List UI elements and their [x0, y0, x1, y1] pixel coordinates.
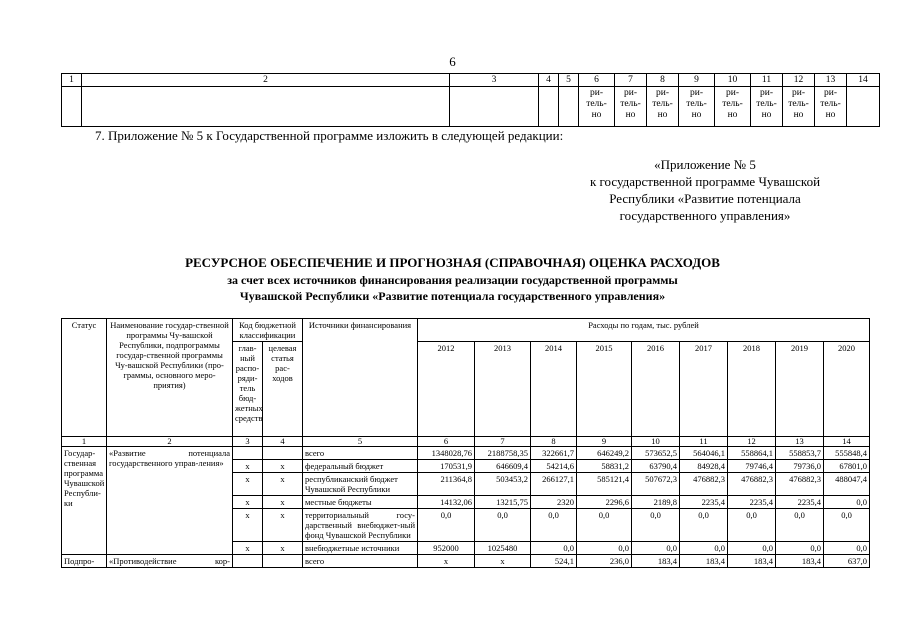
cell-target-item: x	[263, 473, 303, 496]
cell-value: 79736,0	[776, 460, 824, 473]
cell-value: 170531,9	[418, 460, 475, 473]
header-year: 2013	[475, 342, 531, 437]
header-target-item: целевая статья рас-ходов	[263, 342, 303, 437]
column-number: 2	[107, 437, 233, 447]
header-year: 2018	[728, 342, 776, 437]
appendix-heading	[560, 156, 850, 224]
column-number: 9	[577, 437, 632, 447]
column-number-row	[62, 74, 880, 87]
cell-value: 0,0	[577, 542, 632, 555]
column-number: 4	[539, 74, 559, 87]
cell-value: 476882,3	[776, 473, 824, 496]
paragraph-7: 7. Приложение № 5 к Государственной программе изложить в следующей редакции:	[95, 128, 564, 143]
cell-value: 2235,4	[776, 496, 824, 509]
cell-value: 555848,4	[824, 447, 870, 460]
cell-value: 79746,4	[728, 460, 776, 473]
header-year: 2020	[824, 342, 870, 437]
cell-source: местные бюджеты	[303, 496, 418, 509]
cell-value: 2188758,35	[475, 447, 531, 460]
cell-value: 0,0	[475, 509, 531, 542]
cell-target-item	[263, 447, 303, 460]
cell-value: 0,0	[824, 496, 870, 509]
column-number: 10	[632, 437, 680, 447]
header-budget-code: Код бюджетной классификации	[233, 319, 303, 342]
cell-manager: x	[233, 473, 263, 496]
cell-value: 0,0	[418, 509, 475, 542]
table-row	[62, 447, 870, 460]
cell-manager: x	[233, 509, 263, 542]
cell-source: всего	[303, 447, 418, 460]
cell-value: 476882,3	[680, 473, 728, 496]
cell-value: 0,0	[531, 509, 577, 542]
column-number: 3	[450, 74, 539, 87]
cell-value: 183,4	[632, 555, 680, 568]
header-sources: Источники финансирования	[303, 319, 418, 437]
cell-value: 0,0	[824, 509, 870, 542]
column-number: 5	[559, 74, 579, 87]
header-year: 2016	[632, 342, 680, 437]
cell-value: x	[418, 555, 475, 568]
cell-source: территориальный госу-дарственный внебюджет-ный фонд Чувашской Республики	[303, 509, 418, 542]
cell-value: 13215,75	[475, 496, 531, 509]
continued-text-cell: ри- тель- но	[579, 87, 615, 127]
column-number: 14	[847, 74, 880, 87]
header-main-manager: глав-ный распо-ряди-тель бюд-жетных средств	[233, 342, 263, 437]
cell-value: 2235,4	[680, 496, 728, 509]
document-title	[0, 254, 905, 304]
column-number: 7	[615, 74, 647, 87]
cell-manager: x	[233, 496, 263, 509]
continuation-table	[61, 73, 880, 127]
cell-value: 2296,6	[577, 496, 632, 509]
column-number: 9	[679, 74, 715, 87]
cell-target-item: x	[263, 460, 303, 473]
cell-value: 63790,4	[632, 460, 680, 473]
header-row	[62, 319, 870, 342]
cell-value: 0,0	[728, 542, 776, 555]
title-sub: за счет всех источников финансирования реализации государственной программы	[227, 273, 678, 287]
cell-value: 14132,06	[418, 496, 475, 509]
column-number: 8	[531, 437, 577, 447]
cell-value: 322661,7	[531, 447, 577, 460]
cell-value: 952000	[418, 542, 475, 555]
appendix-line: «Приложение № 5	[654, 157, 756, 172]
column-number: 3	[233, 437, 263, 447]
header-expenses: Расходы по годам, тыс. рублей	[418, 319, 870, 342]
cell-value: 646249,2	[577, 447, 632, 460]
cell-value: x	[475, 555, 531, 568]
cell-value: 0,0	[824, 542, 870, 555]
column-number-row	[62, 437, 870, 447]
continued-text-cell: ри- тель- но	[615, 87, 647, 127]
row-status: Государ-ственная программа Чувашской Республи-ки	[62, 447, 107, 555]
column-number: 7	[475, 437, 531, 447]
cell-value: 564046,1	[680, 447, 728, 460]
cell-value: 0,0	[531, 542, 577, 555]
cell-value: 0,0	[632, 542, 680, 555]
header-name: Наименование государ-ственной программы Чу-вашской Республики, подпрограммы государ-ственной программы Чу-вашской Республики (про-граммы, основного меро-приятия)	[107, 319, 233, 437]
cell-target-item: x	[263, 509, 303, 542]
table-row	[62, 555, 870, 568]
page-number: 6	[449, 54, 456, 69]
cell-value: 0,0	[577, 509, 632, 542]
cell-value: 476882,3	[728, 473, 776, 496]
column-number: 11	[680, 437, 728, 447]
cell-value: 524,1	[531, 555, 577, 568]
column-number: 6	[418, 437, 475, 447]
column-number: 8	[647, 74, 679, 87]
continued-text-cell: ри- тель- но	[783, 87, 815, 127]
cell-value: 573652,5	[632, 447, 680, 460]
cell-value: 0,0	[776, 509, 824, 542]
appendix-line: Республики «Развитие потенциала	[609, 191, 801, 206]
cell-value: 67801,0	[824, 460, 870, 473]
continued-text-cell: ри- тель- но	[679, 87, 715, 127]
cell-value: 558864,1	[728, 447, 776, 460]
cell-value: 1025480	[475, 542, 531, 555]
header-status: Статус	[62, 319, 107, 437]
column-number: 2	[82, 74, 450, 87]
column-number: 12	[728, 437, 776, 447]
cell-value: 637,0	[824, 555, 870, 568]
cell-target-item: x	[263, 496, 303, 509]
row-name: «Развитие потенциала государственного управ-ления»	[107, 447, 233, 555]
header-year: 2015	[577, 342, 632, 437]
cell-manager: x	[233, 460, 263, 473]
cell-value: 507672,3	[632, 473, 680, 496]
cell-value: 503453,2	[475, 473, 531, 496]
cell-source: республиканский бюджет Чувашской Республики	[303, 473, 418, 496]
cell-target-item: x	[263, 542, 303, 555]
cell-manager	[233, 447, 263, 460]
cell-value: 236,0	[577, 555, 632, 568]
column-number: 1	[62, 74, 82, 87]
header-year: 2017	[680, 342, 728, 437]
cell-value: 2320	[531, 496, 577, 509]
row-name: «Противодействие кор-	[107, 555, 233, 568]
cell-value: 488047,4	[824, 473, 870, 496]
column-number: 13	[776, 437, 824, 447]
appendix-line: государственного управления»	[619, 208, 791, 223]
cell-source: федеральный бюджет	[303, 460, 418, 473]
cell-value: 266127,1	[531, 473, 577, 496]
continued-text-cell: ри- тель- но	[815, 87, 847, 127]
header-year: 2014	[531, 342, 577, 437]
continued-text-cell: ри- тель- но	[715, 87, 751, 127]
cell-value: 211364,8	[418, 473, 475, 496]
cell-value: 58831,2	[577, 460, 632, 473]
continuation-row	[62, 87, 880, 127]
column-number: 1	[62, 437, 107, 447]
header-year: 2019	[776, 342, 824, 437]
title-main: РЕСУРСНОЕ ОБЕСПЕЧЕНИЕ И ПРОГНОЗНАЯ (СПРАВОЧНАЯ) ОЦЕНКА РАСХОДОВ	[185, 255, 720, 270]
cell-value: 54214,6	[531, 460, 577, 473]
column-number: 11	[751, 74, 783, 87]
cell-value: 183,4	[728, 555, 776, 568]
column-number: 12	[783, 74, 815, 87]
continued-text-cell: ри- тель- но	[751, 87, 783, 127]
column-number: 6	[579, 74, 615, 87]
cell-value: 646609,4	[475, 460, 531, 473]
continued-text-cell: ри- тель- но	[647, 87, 679, 127]
cell-value: 0,0	[776, 542, 824, 555]
cell-value: 84928,4	[680, 460, 728, 473]
header-year: 2012	[418, 342, 475, 437]
row-status: Подпро-	[62, 555, 107, 568]
title-sub: Чувашской Республики «Развитие потенциала государственного управления»	[239, 289, 666, 303]
appendix-line: к государственной программе Чувашской	[589, 174, 821, 189]
column-number: 4	[263, 437, 303, 447]
cell-source: внебюджетные источники	[303, 542, 418, 555]
cell-value: 558853,7	[776, 447, 824, 460]
cell-source: всего	[303, 555, 418, 568]
cell-value: 0,0	[728, 509, 776, 542]
cell-value: 0,0	[632, 509, 680, 542]
cell-value: 183,4	[776, 555, 824, 568]
cell-value: 2235,4	[728, 496, 776, 509]
column-number: 14	[824, 437, 870, 447]
cell-value: 585121,4	[577, 473, 632, 496]
cell-value: 0,0	[680, 542, 728, 555]
cell-value: 2189,8	[632, 496, 680, 509]
column-number: 10	[715, 74, 751, 87]
column-number: 13	[815, 74, 847, 87]
cell-value: 0,0	[680, 509, 728, 542]
cell-manager: x	[233, 542, 263, 555]
resource-table	[61, 318, 870, 568]
cell-value: 183,4	[680, 555, 728, 568]
cell-value: 1348028,76	[418, 447, 475, 460]
column-number: 5	[303, 437, 418, 447]
